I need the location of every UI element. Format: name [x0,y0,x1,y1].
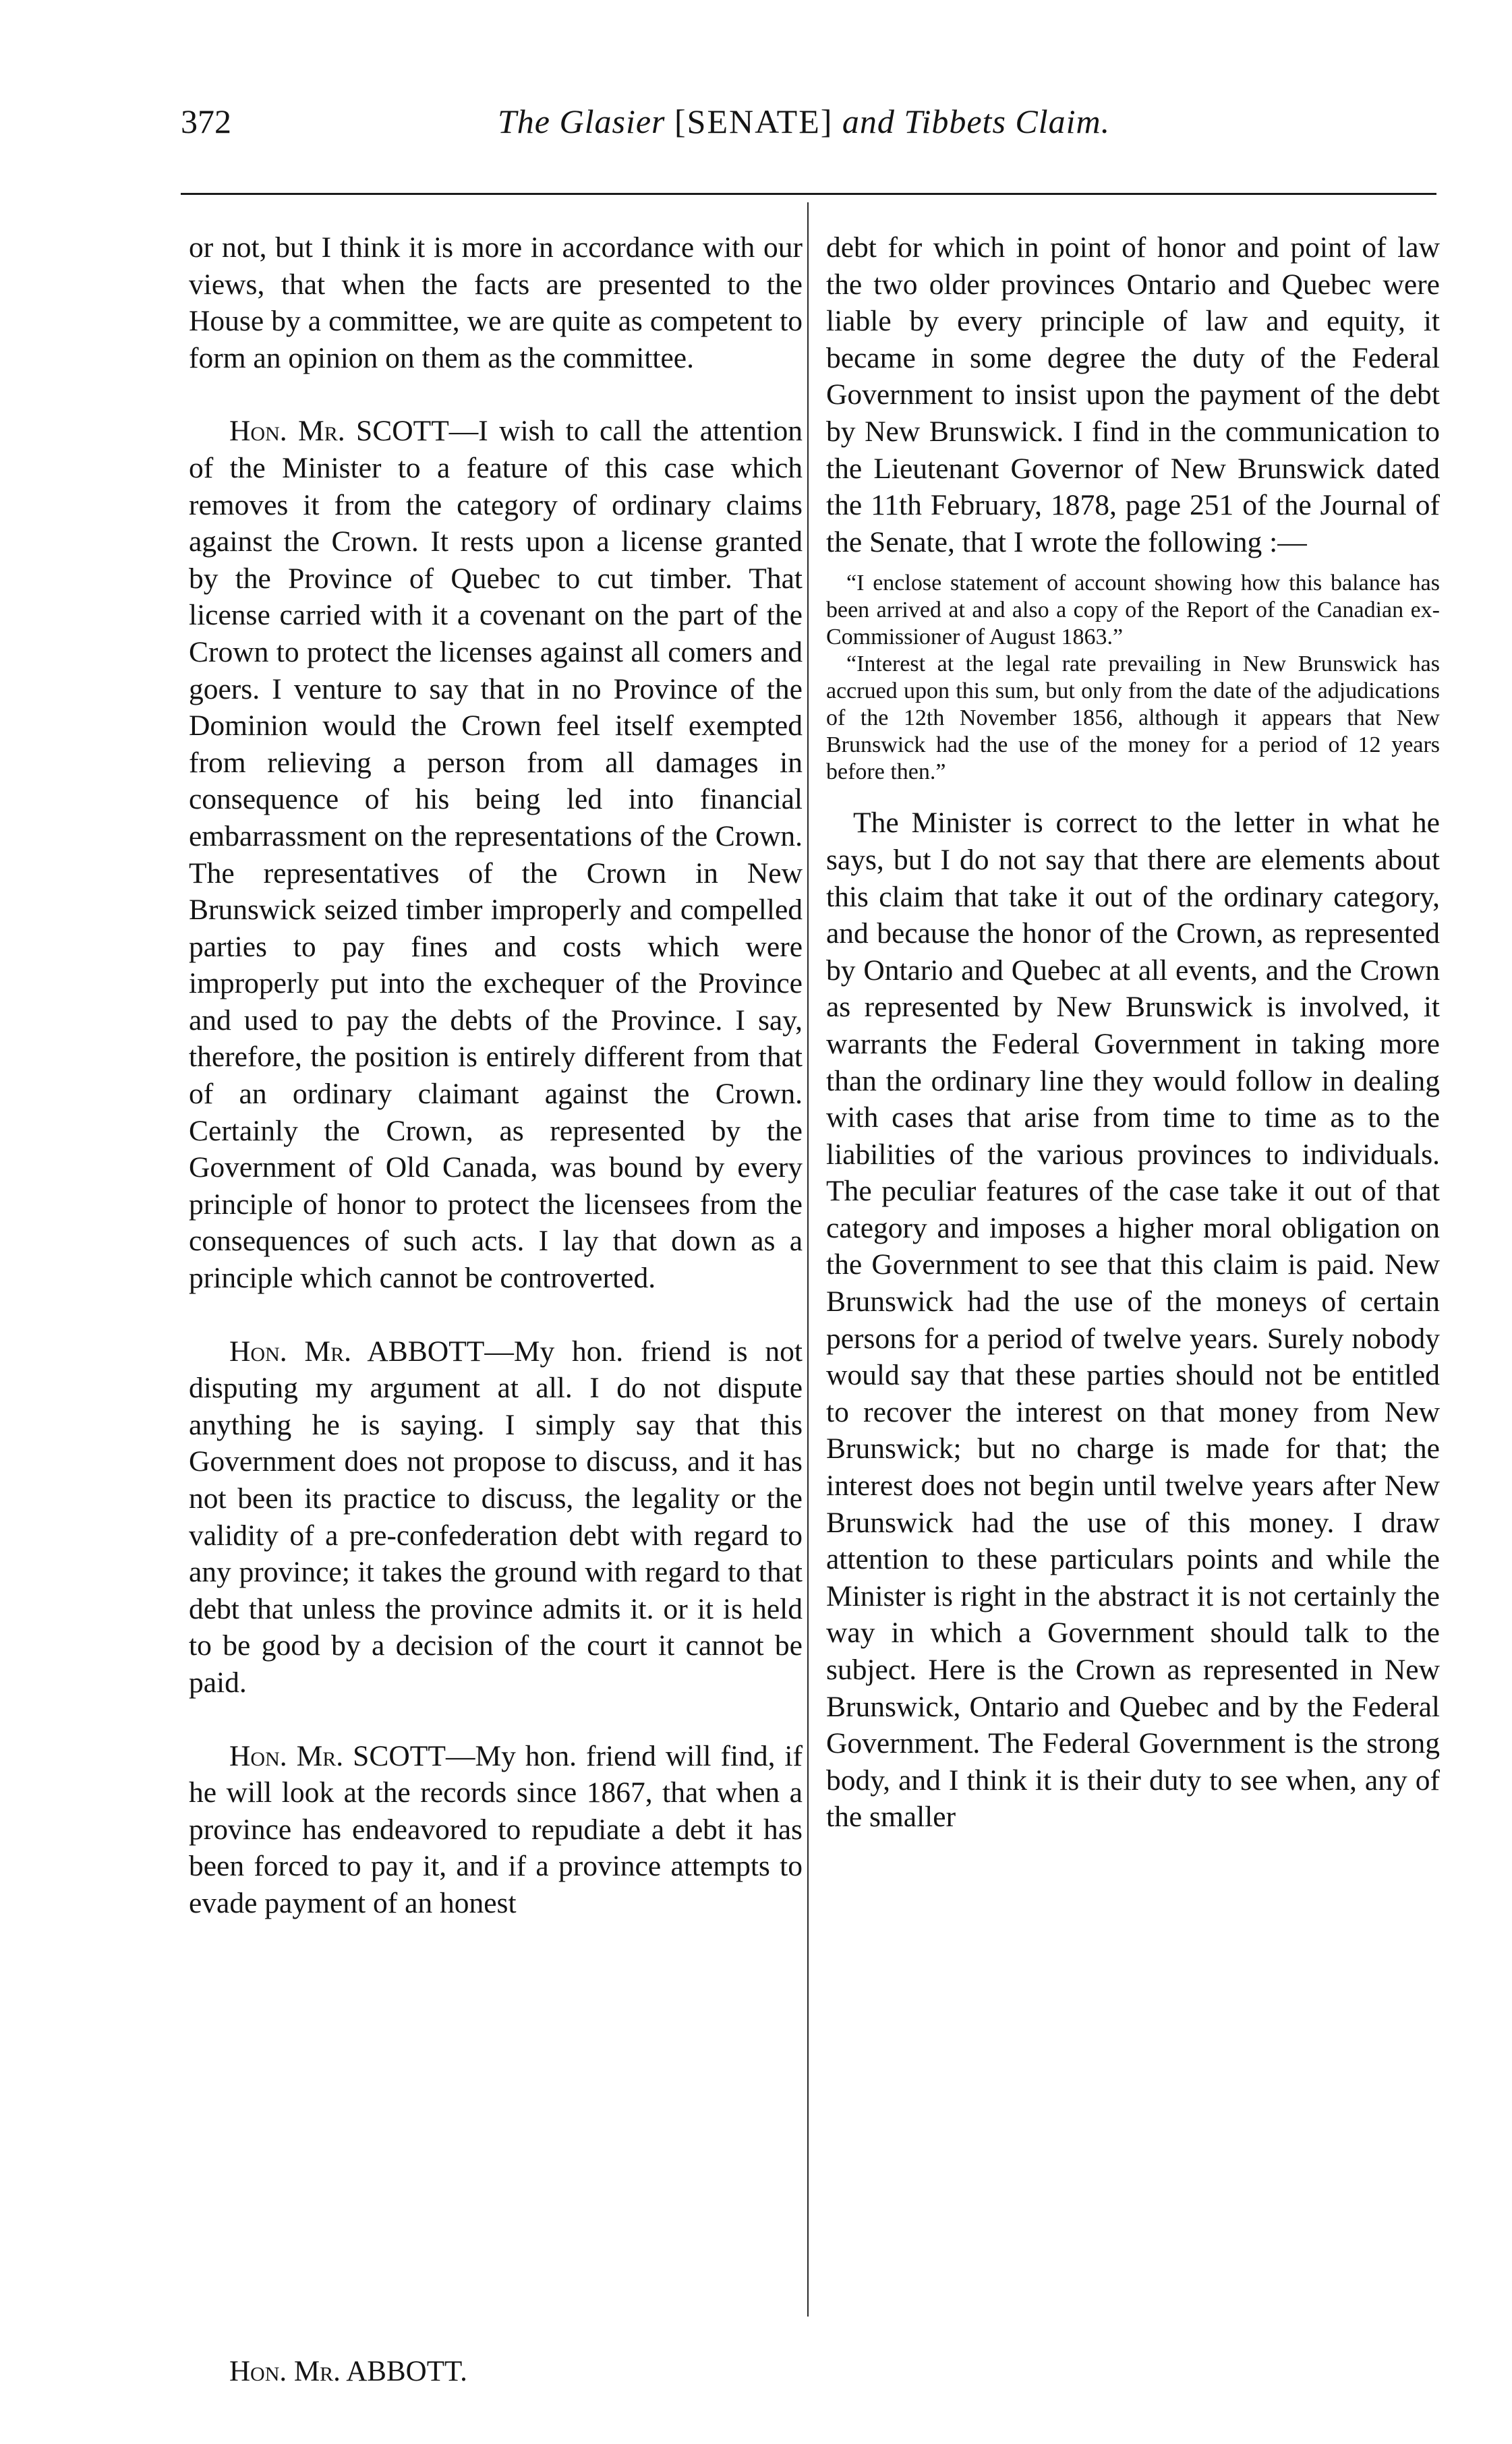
paragraph-continuation: or not, but I think it is more in accordance with our views, that when the facts are presented to the House by a committee, we are quite as competent to form an opinion on them as the committee. [189,231,803,374]
running-title [498,101,1110,142]
column-divider [807,202,809,2317]
quoted-letter [826,570,1440,786]
speaker-name: Hon. Mr. ABBOTT [229,1335,485,1368]
speaker-name: Hon. Mr. SCOTT [229,415,449,448]
header-rule [181,193,1436,195]
quote-paragraph-2: “Interest at the legal rate prevailing in New Brunswick has accrued upon this sum, but only from the date of the adjudications of the 12th November 1856, although it appears that New Brunswick had the use of the money for a period of 12 years before then.” [826,651,1440,785]
paragraph-minister: The Minister is correct to the letter in what he says, but I do not say that there are elements about this claim that take it out of the ordinary category, and because the honor of the Crown, as represented by Ontario and Quebec at all events, and the Crown as represented by New Brunswick is involved, it warrants the Federal Government in taking more than the ordinary line they would follow in dealing with cases that arise from time to time as to the liabilities of the various provinces to individuals. The peculiar features of the case take it out of that category and imposes a higher moral obligation on the Government to see that this claim is paid. New Brunswick had the use of the moneys of certain persons for a period of twelve years. Surely nobody would say that these parties should not be entitled to recover the interest on that money from New Brunswick; but no charge is made for that; the interest does not begin until twelve years after New Brunswick had the use of this money. I draw attention to these particulars points and while the Minister is right in the abstract it is not certainly the way in which a Government should talk to the subject. Here is the Crown as represented in New Brunswick, Ontario and Quebec and by the Federal Government. The Federal Government is the strong body, and I think it is their duty to see when, any of the smaller [826,807,1440,1834]
title-senate: [SENATE] [674,103,834,140]
paragraph-continuation: debt for which in point of honor and point of law the two older provinces Ontario and Quebec were liable by every principle of law and equity, it became in some degree the duty of the Federal Government to insist upon the payment of the debt by New Brunswick. I find in the communication to the Lieutenant Governor of New Brunswick dated the 11th February, 1878, page 251 of the Journal of the Senate, that I wrote the following :— [826,231,1440,558]
speaker-name: Hon. Mr. SCOTT [229,1739,446,1772]
catchword: Hon. Mr. ABBOTT. [229,2356,467,2387]
speech-abbott [189,1333,803,1701]
page-number: 372 [181,103,231,140]
left-column [189,229,803,1922]
speech-text: —I wish to call the attention of the Minister to a feature of this case which removes it from the category of ordinary claims against the Crown. It rests upon a license granted by the Province of Quebec to cut timber. That license carried with it a covenant on the part of the Crown to protect the licenses against all comers and goers. I venture to say that in no Province of the Dominion would the Crown feel itself exempted from relieving a person from all damages in consequence of his being led into financial embarrassment on the representations of the Crown. The representatives of the Crown in New Brunswick seized timber improperly and compelled parties to pay fines and costs which were improperly put into the exchequer of the Province and used to pay the debts of the Province. I say, therefore, the position is entirely different from that of an ordinary claimant against the Crown. Certainly the Crown, as represented by the Government of Old Canada, was bound by every principle of honor to protect the licensees from the consequences of such acts. I lay that down as a principle which cannot be controverted. [189,415,803,1295]
title-part-1: The Glasier [498,103,674,140]
title-part-2: and Tibbets Claim. [833,103,1111,140]
right-column [826,229,1440,1836]
speech-text: —My hon. friend will find, if he will look at the records since 1867, that when a province has endeavored to repudiate a debt it has been forced to pay it, and if a province attempts to evade payment of an honest [189,1739,803,1919]
quote-paragraph-1: “I enclose statement of account showing how this balance has been arrived at and also a copy of the Report of the Canadian ex-Commissioner of August 1863.” [826,571,1440,650]
speech-text: —My hon. friend is not disputing my argument at all. I do not dispute anything he is saying. I simply say that this Government does not propose to discuss, and it has not been its practice to discuss, the legality or the validity of a pre-confederation debt with regard to any province; it takes the ground with regard to that debt that unless the province admits it. or it is held to be good by a decision of the court it cannot be paid. [189,1335,803,1699]
speech-scott-2 [189,1738,803,1922]
speech-scott-1 [189,413,803,1296]
